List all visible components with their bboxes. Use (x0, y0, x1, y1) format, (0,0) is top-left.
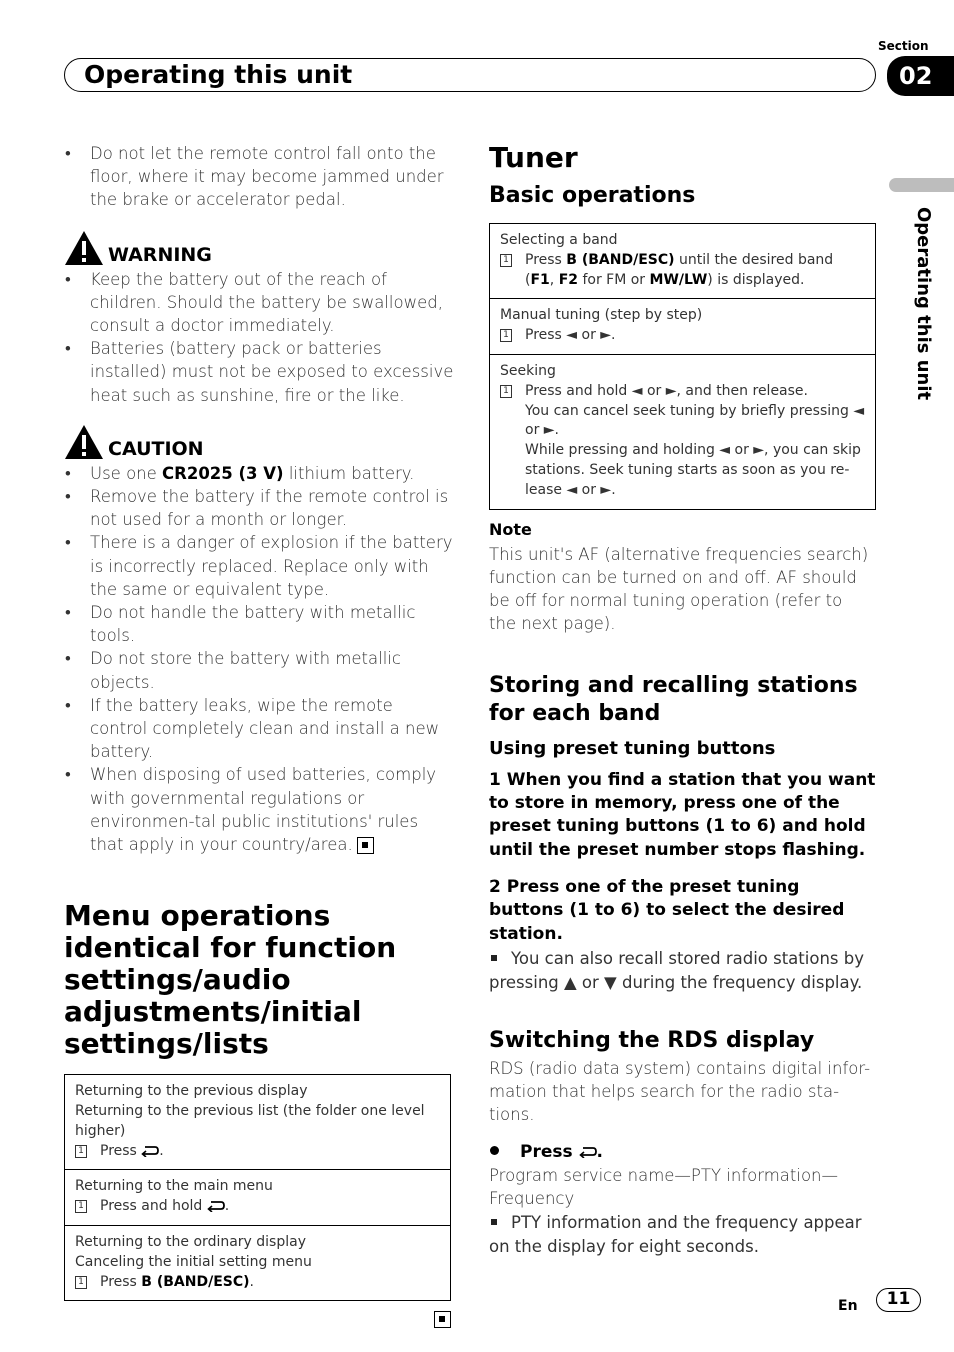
press-step: Press . (489, 1141, 879, 1164)
menu-row-ordinary: Returning to the ordinary display Canceling the initial setting menu 1 Press B (BAND/ESC). (75, 1234, 312, 1290)
menu-row-previous: Returning to the previous display Returning to the previous list (the folder one level higher) 1 Press . (65, 1075, 450, 1170)
right-column (489, 142, 879, 1259)
intro-list (64, 142, 454, 212)
list-item: • If the battery leaks, wipe the remote control completely clean and install a new battery. (64, 694, 454, 764)
square-bullet-icon (491, 955, 497, 961)
list-item: • Do not handle the battery with metallic tools. (64, 601, 454, 647)
step-number: 1 (75, 1200, 87, 1213)
warning-icon (64, 230, 104, 266)
warning-heading (64, 230, 454, 266)
tuner-heading: Tuner (489, 141, 578, 174)
page-number: 11 (876, 1288, 921, 1312)
note-label: Note (489, 519, 532, 539)
rds-cycle: Program service name—PTY information—Frequency (489, 1166, 839, 1209)
page-title: Operating this unit (84, 60, 353, 89)
caution-list (64, 462, 454, 856)
tuner-row-seeking: Seeking 1 Press and hold ◄ or ►, and then release. You can cancel seek tuning by briefly pressing ◄ or ►. While pressing and holding ◄ or ►, you can skip stations. Seek tuning starts as soon as you re-lease ◄ or ►. (500, 362, 865, 498)
note-text: This unit's AF (alternative frequencies search) function can be turned on and off. AF should be off for normal tuning operation (refer to the next page). (489, 544, 869, 634)
list-item: • There is a danger of explosion if the battery is incorrectly replaced. Replace only with the same or equivalent type. (64, 531, 454, 601)
rds-note: PTY information and the frequency appear on the display for eight seconds. (489, 1212, 862, 1256)
section-label: Section (878, 39, 929, 53)
side-tab-marker (889, 178, 954, 192)
step-number: 1 (500, 385, 512, 398)
basic-operations-heading: Basic operations (489, 183, 696, 208)
list-item: • Keep the battery out of the reach of children. Should the battery be swallowed, consult a doctor immediately. (64, 268, 454, 338)
rds-heading: Switching the RDS display (489, 1027, 815, 1053)
rds-text: RDS (radio data system) contains digital infor-mation that helps search for the radio sta-tions. (489, 1058, 871, 1125)
menu-row-main: Returning to the main menu 1 Press and hold . (65, 1170, 450, 1226)
step-number: 1 (500, 254, 512, 267)
left-column (64, 142, 454, 1328)
step-1: 1 When you find a station that you want to store in memory, press one of the preset tuning buttons (1 to 6) and hold until the preset number stops flashing. (489, 769, 876, 860)
end-mark-icon (357, 837, 374, 854)
storing-heading: Storing and recalling stations for each band (489, 672, 858, 726)
footer-language: En (838, 1298, 858, 1314)
step-number: 1 (75, 1276, 87, 1289)
list-item: • Remove the battery if the remote control is not used for a month or longer. (64, 485, 454, 531)
end-mark-icon (434, 1311, 451, 1328)
caution-heading (64, 424, 454, 460)
square-bullet-icon (491, 1219, 497, 1225)
return-icon (141, 1145, 159, 1157)
tuner-row-manual: Manual tuning (step by step) 1 Press ◄ or ►. (490, 299, 875, 355)
side-tab-label: Operating this unit (913, 207, 934, 401)
step-2: 2 Press one of the preset tuning buttons (1 to 6) to select the desired station. (489, 876, 845, 944)
list-item: • Do not let the remote control fall onto the floor, where it may become jammed under the brake or accelerator pedal. (64, 142, 454, 212)
list-item: • Do not store the battery with metallic objects. (64, 647, 454, 693)
caution-label: CAUTION (108, 437, 204, 460)
section-number: 02 (887, 56, 954, 96)
warning-label: WARNING (108, 243, 212, 266)
caution-icon (64, 424, 104, 460)
list-item: • When disposing of used batteries, comply with governmental regulations or environmen-tal public institutions' rules that apply in your country/area. (64, 763, 454, 856)
return-icon (207, 1200, 225, 1212)
step-number: 1 (500, 329, 512, 342)
menu-heading: Menu operations identical for function settings/audio adjustments/initial settings/lists (64, 899, 397, 1061)
tuner-row-band: Selecting a band 1 Press B (BAND/ESC) until the desired band (F1, F2 for FM or MW/LW) is displayed. (490, 224, 875, 299)
preset-heading: Using preset tuning buttons (489, 737, 776, 759)
list-item: • Batteries (battery pack or batteries installed) must not be exposed to excessive heat such as sunshine, fire or the like. (64, 337, 454, 407)
step-number: 1 (75, 1145, 87, 1158)
menu-operations-box (64, 1074, 451, 1301)
list-item: • Use one CR2025 (3 V) lithium battery. (64, 462, 454, 485)
circle-bullet-icon (490, 1146, 499, 1155)
return-icon (579, 1146, 597, 1158)
step-2-note: You can also recall stored radio stations by pressing ▲ or ▼ during the frequency display. (489, 948, 864, 992)
tuner-operations-box (489, 223, 876, 510)
warning-list (64, 268, 454, 407)
